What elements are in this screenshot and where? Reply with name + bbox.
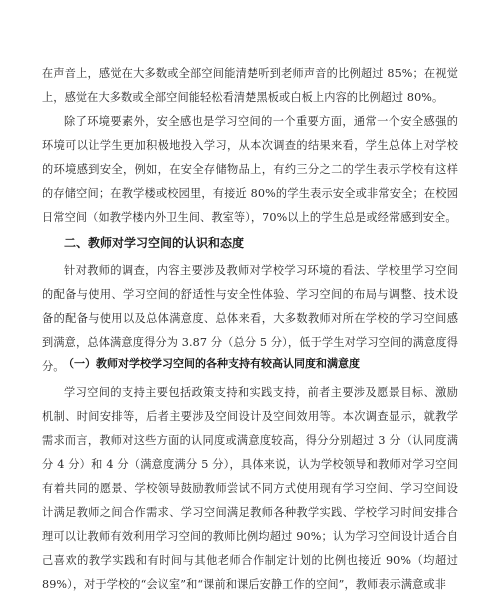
paragraph-sound-vision: 在声音上，感觉在大多数或全部空间能清楚听到老师声音的比例超过 85%；在视觉上，感觉在大多数或全部空间能轻松看清楚黑板或白板上内容的比例超过 80%。 — [42, 67, 458, 104]
paragraph-support-details: 学习空间的支持主要包括政策支持和实践支持，前者主要涉及愿景目标、激励机制、时间安排等，后者主要涉及空间设计及空间效用等。本次调查显示，就教学需求而言，教师对这些方面的认同度或满意度较高，得分分别超过 3 分（认同度满分 4 分）和 4 分（满意度满分 5 分），具体来说，认为学校领导和教师对学习空间有着共同的愿景、学校领导鼓励教师尝试不同方式使用现有学习空间、学习空间设计满足教师之间合作需求、学习空间满足教师各种教学实践、学校学习时间安排合理可以让教师有效利用学习空间的教师比例均超过 90%；认为学习空间设计适合自己喜欢的教学实践和有时间与其他老师合作制定计划的比例也接近 90%（均超过 89%），对于学校的“会议室”和“课前和课后安静工作的空间”，教师表示满意或非 — [42, 386, 458, 591]
paragraph-teacher-survey: 针对教师的调查，内容主要涉及教师对学校学习环境的看法、学校里学习空间的配备与使用、学习空间的舒适性与安全性体验、学习空间的布局与调整、技术设备的配备与使用以及总体满意度、总体来看，大多数教师对所在学校的学习空间感到满意，总体满意度得分为 3.87 分（总分 5 分），低于学生对学习空间的满意度得分。 — [42, 264, 458, 373]
subsection-heading-support: （一）教师对学校学习空间的各种支持有较高认同度和满意度 — [63, 357, 360, 370]
paragraph-safety: 除了环境要素外，安全感也是学习空间的一个重要方面，通常一个安全感强的环境可以让学生更加积极地投入学习，从本次调查的结果来看，学生总体上对学校的环境感到安全，例如，在安全存储物品上，有约三分之二的学生表示学校有这样的存储空间；在教学楼或校园里，有接近 80%的学生表示安全或非常安全；在校园日常空间（如教学楼内外卫生间、教室等），70%以上的学生总是或经常感到安全。 — [42, 115, 458, 224]
section-heading-teachers: 二、教师对学习空间的认识和态度 — [64, 236, 245, 250]
